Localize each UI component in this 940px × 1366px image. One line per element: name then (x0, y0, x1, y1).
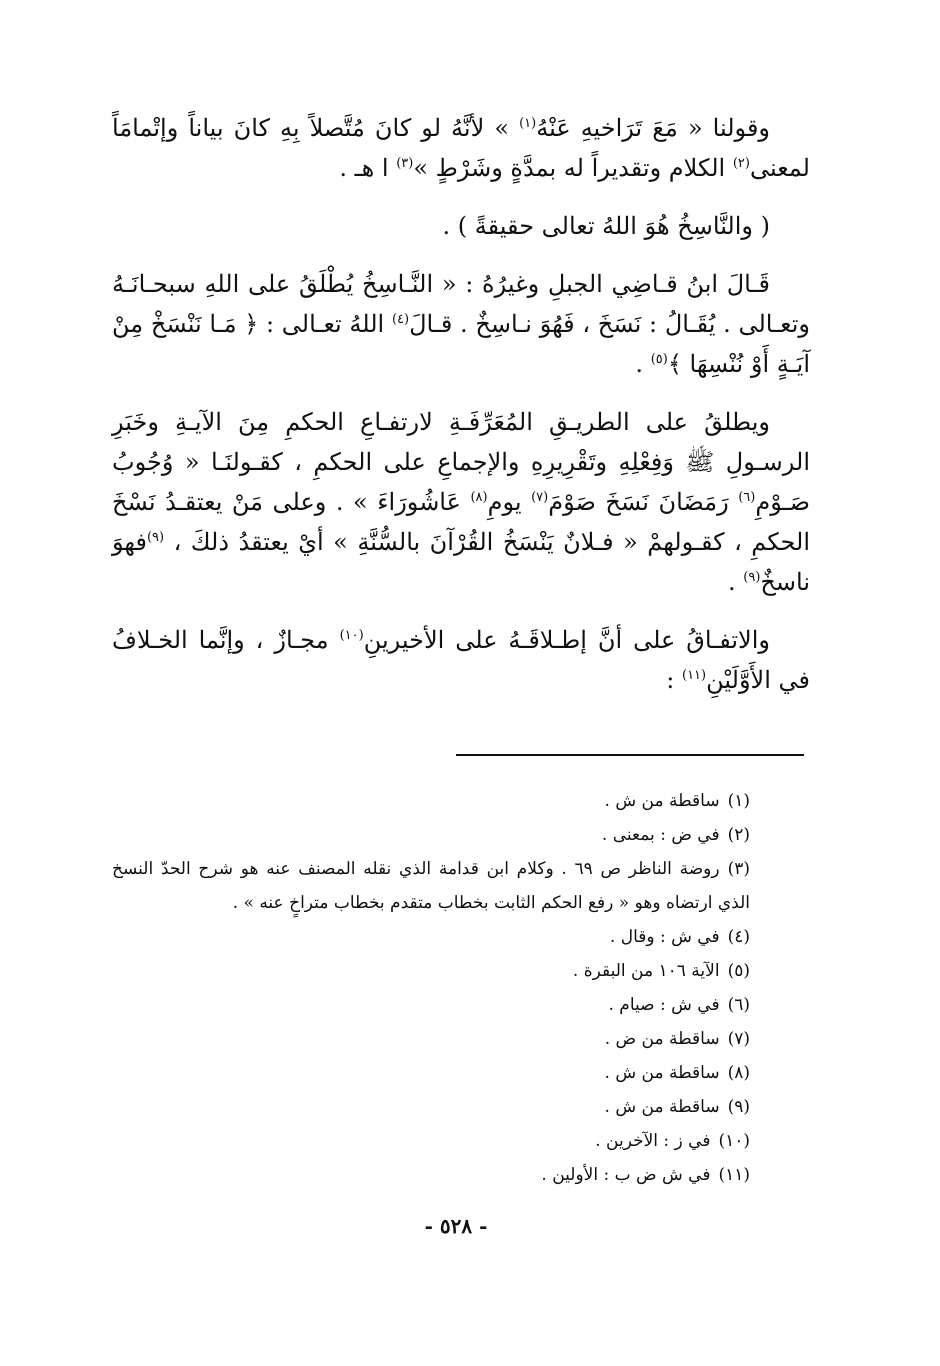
footnote-item (112, 1124, 804, 1158)
footnote-number: (٧) (727, 1029, 750, 1049)
text-run: رَمَضَانَ نَسَخَ صَوْمَ (548, 488, 739, 516)
footnote-ref: (٩) (146, 530, 165, 545)
main-text (112, 108, 810, 718)
footnote-number: (٤) (727, 927, 750, 947)
paragraph (112, 402, 810, 602)
text-run: وقولنا « مَعَ تَرَاخيهِ عَنْهُ (536, 114, 771, 142)
text-run: فهوَ ناسخٌ (112, 528, 810, 596)
text-run: عَاشُورَاءَ » . وعلى مَنْ يعتقـدُ نَسْخَ الحكمِ ، كقـولهمْ « فـلانٌ يَنْسَخُ القُرْآنَ بالسُّنَّةِ » أيْ يعتقدُ ذلكَ ، (112, 488, 810, 556)
section-heading (112, 206, 810, 246)
footnote-item (112, 818, 804, 852)
text-run: » لأنَّهُ لو كانَ مُتَّصلاً بِهِ كانَ بياناً وإتْمامَاً لمعنى (112, 114, 810, 182)
footnote-number: (٨) (727, 1063, 750, 1083)
text-run: . (728, 568, 744, 596)
footnote-ref: (٦) (738, 490, 756, 505)
footnote-text: في ش : صيام . (608, 995, 720, 1015)
text-run: : (666, 666, 682, 694)
footnote-ref: (٢) (732, 156, 750, 171)
text-run: ا هـ . (339, 154, 397, 182)
footnote-text: في ز : الآخرين . (595, 1131, 711, 1151)
text-run: يومِ (487, 488, 532, 516)
footnote-item (112, 1056, 804, 1090)
footnote-ref: (٧) (531, 490, 549, 505)
footnote-number: (٦) (727, 995, 750, 1015)
text-run: قَـالَ ابنُ قـاضِي الجبلِ وغيرُهُ : « النَّـاسِخُ يُطْلَقُ على اللهِ سبحـانَـهُ وتعـالى . يُقَـالُ : نَسَخَ ، فَهُوَ نـاسِخٌ . قـالَ (112, 270, 810, 338)
footnote-ref: (٥) (650, 352, 668, 367)
paragraph (112, 108, 810, 188)
text-run: . (635, 350, 651, 378)
paragraph (112, 620, 810, 700)
footnote-item (112, 784, 804, 818)
text-run: الكلام وتقديراً له بمدَّةٍ وشَرْطٍ » (413, 154, 733, 182)
paragraph (112, 264, 810, 384)
footnote-divider (456, 754, 804, 756)
footnote-ref: (١) (519, 116, 537, 131)
footnote-number: (١١) (718, 1165, 750, 1185)
footnote-text: ساقطة من ش . (604, 1097, 720, 1117)
footnote-number: (٣) (727, 859, 750, 879)
footnote-text: روضة الناظر ص ٦٩ . وكلام ابن قدامة الذي نقله المصنف عنه هو شرح الحدّ النسخ الذي ارتضاه وهو « رفع الحكم الثابت بخطاب متقدم بخطاب متراخٍ عنه » . (112, 859, 750, 913)
footnote-text: ساقطة من ض . (604, 1029, 720, 1049)
footnote-text: الآية ١٠٦ من البقرة . (572, 961, 720, 981)
footnote-ref: (١١) (682, 668, 707, 683)
footnote-number: (١٠) (718, 1131, 750, 1151)
footnote-item (112, 954, 804, 988)
footnote-ref: (٨) (470, 490, 488, 505)
footnote-item (112, 1090, 804, 1124)
footnote-item (112, 920, 804, 954)
text-run: مجـازٌ ، وإنَّما الخـلافُ في الأَوَّلَيْنِ (112, 626, 810, 694)
footnotes (112, 784, 804, 1192)
text-run: ( والنَّاسِخُ هُوَ اللهُ تعالى حقيقةً ) . (442, 212, 770, 240)
footnote-ref: (١٠) (339, 628, 364, 643)
footnote-text: ساقطة من ش . (604, 1063, 720, 1083)
footnote-ref: (٣) (396, 156, 414, 171)
footnote-item (112, 1022, 804, 1056)
footnote-item (112, 852, 804, 920)
text-run: ويطلقُ على الطريـقِ المُعَرِّفَـةِ لارتفـاعِ الحكمِ مِنَ الآيـةِ وخَبَرِ الرسـولِ ﷺ وَفِعْلِهِ وتَقْرِيرِهِ والإجماعِ على الحكمِ ، كقـولنَـا « وُجُوبُ صَـوْمِ (112, 408, 810, 516)
footnote-number: (٢) (727, 825, 750, 845)
footnote-number: (١) (727, 791, 750, 811)
footnote-text: ساقطة من ش . (604, 791, 720, 811)
footnote-item (112, 1158, 804, 1192)
text-run: اللهُ تعـالى : ﴿ مَـا نَنْسَخْ مِنْ آيَـةٍ أَوْ نُنْسِهَا ﴾ (112, 310, 810, 378)
footnote-number: (٥) (727, 961, 750, 981)
footnote-ref: (٤) (391, 312, 410, 327)
footnote-number: (٩) (727, 1097, 750, 1117)
footnote-text: في ش : وقال . (609, 927, 720, 947)
footnote-ref: (٩) (743, 570, 761, 585)
page-number: - ٥٢٨ - (424, 1214, 488, 1238)
footnote-text: في ش ض ب : الأولين . (541, 1165, 711, 1185)
footnote-item (112, 988, 804, 1022)
footnote-text: في ض : بمعنى . (601, 825, 720, 845)
text-run: والاتفـاقُ على أنَّ إطـلاقَـهُ على الأخيرينِ (363, 626, 770, 654)
